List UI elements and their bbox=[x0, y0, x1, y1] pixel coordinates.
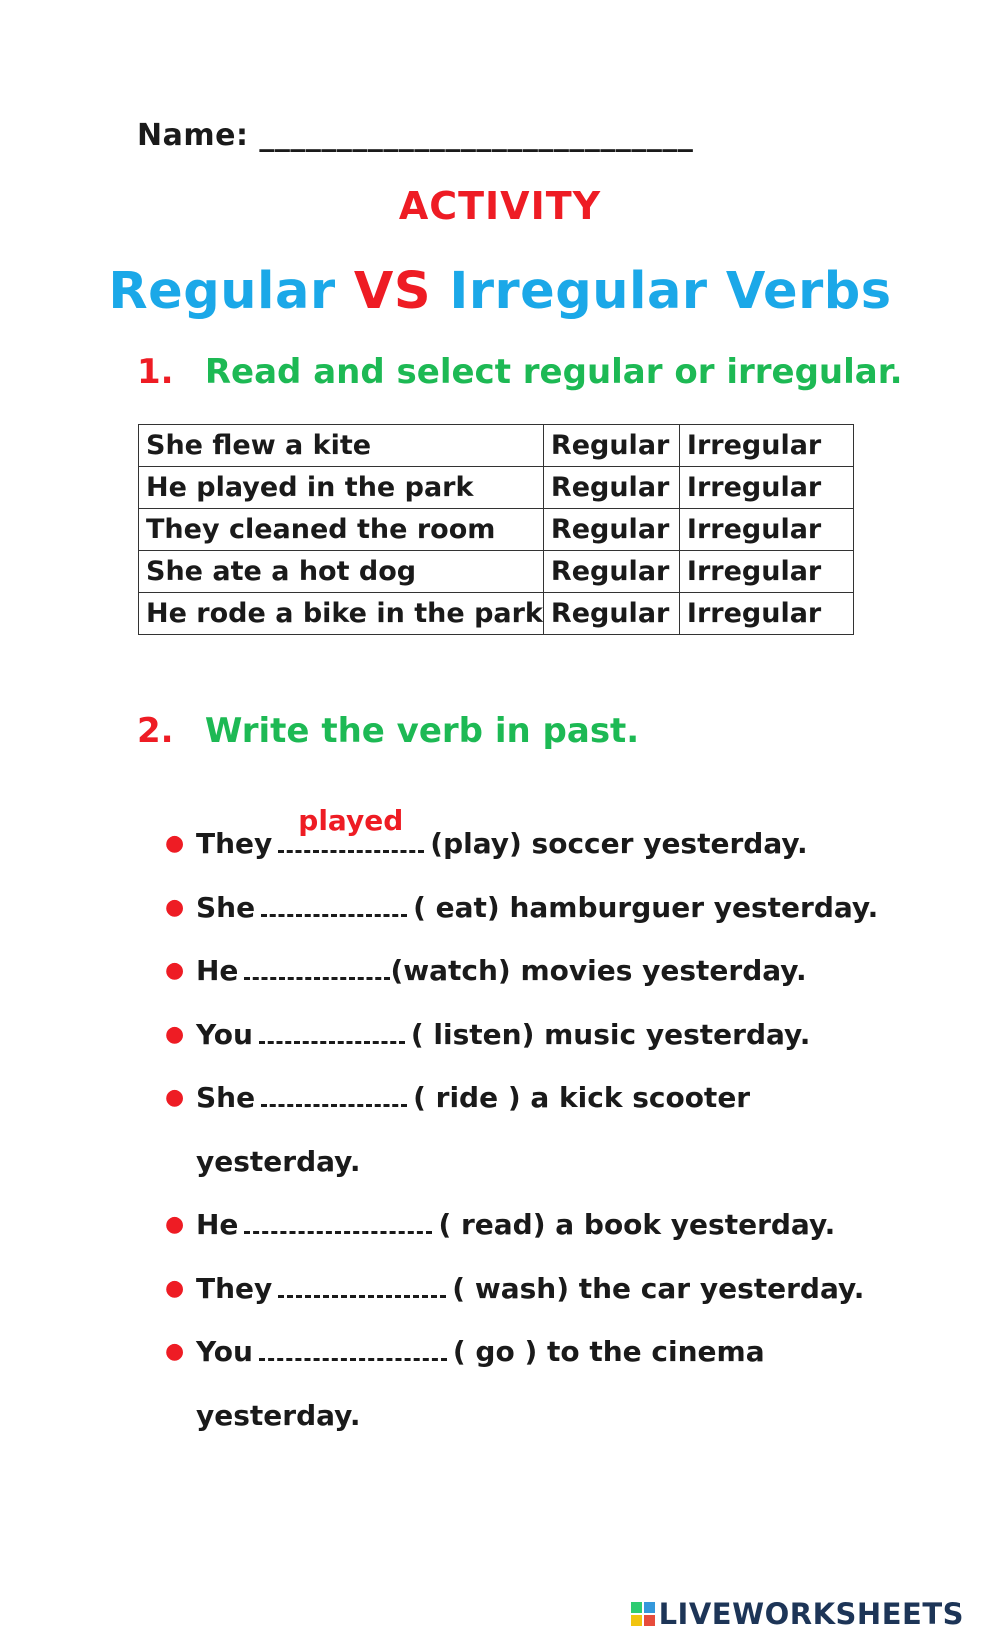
sentence-rest: ( ride ) a kick scooter bbox=[413, 1081, 751, 1114]
logo-square bbox=[644, 1602, 655, 1613]
bullet-icon: ● bbox=[165, 1212, 185, 1237]
answer-blank[interactable] bbox=[259, 1340, 447, 1361]
list-item bbox=[165, 1066, 878, 1130]
name-input-line[interactable]: ____________________________ bbox=[259, 118, 694, 153]
bullet-icon: ● bbox=[165, 1085, 185, 1110]
option-irregular[interactable]: Irregular bbox=[679, 509, 853, 551]
section2-heading bbox=[137, 711, 639, 751]
sentence-subject: He bbox=[196, 1208, 239, 1241]
option-regular[interactable]: Regular bbox=[543, 425, 679, 467]
name-label: Name: bbox=[137, 118, 249, 153]
option-regular[interactable]: Regular bbox=[543, 551, 679, 593]
section1-instruction: Read and select regular or irregular. bbox=[204, 352, 903, 392]
sentence-subject: She bbox=[196, 1081, 256, 1114]
answer-blank[interactable] bbox=[278, 804, 424, 853]
sentence-rest: ( go ) to the cinema bbox=[452, 1335, 765, 1368]
sentence-subject: She bbox=[196, 890, 256, 924]
activity-label: ACTIVITY bbox=[398, 184, 602, 228]
bullet-icon: ● bbox=[165, 831, 185, 856]
bullet-icon: ● bbox=[165, 1339, 185, 1364]
sentence-rest: ( read) a book yesterday. bbox=[438, 1208, 836, 1241]
liveworksheets-brand bbox=[631, 1597, 964, 1631]
list-item bbox=[165, 1320, 878, 1384]
sentence-cell: They cleaned the room bbox=[139, 509, 544, 551]
answer-blank[interactable] bbox=[259, 1023, 405, 1044]
section1-heading bbox=[137, 352, 903, 392]
bullet-icon: ● bbox=[165, 894, 185, 920]
title-vs: VS bbox=[353, 262, 432, 321]
sentence-rest: ( listen) music yesterday. bbox=[410, 1017, 811, 1051]
list-item bbox=[165, 876, 878, 940]
bullet-icon: ● bbox=[165, 958, 185, 983]
sentence-rest: ( eat) hamburguer yesterday. bbox=[413, 890, 879, 924]
list-item bbox=[165, 1193, 878, 1257]
answer-blank[interactable] bbox=[261, 1086, 407, 1107]
sentence-subject: He bbox=[196, 954, 239, 987]
list-item bbox=[165, 1003, 878, 1067]
bullet-icon: ● bbox=[165, 1021, 185, 1047]
regular-irregular-table bbox=[138, 424, 854, 635]
title-irregular-verbs: Irregular Verbs bbox=[449, 262, 892, 321]
sentence-cell: He played in the park bbox=[139, 467, 544, 509]
sentence-subject: They bbox=[196, 1271, 273, 1305]
answer-blank[interactable] bbox=[244, 1213, 432, 1234]
brand-text: LIVEWORKSHEETS bbox=[658, 1597, 964, 1631]
table-row bbox=[139, 467, 854, 509]
sentence-cell: He rode a bike in the park bbox=[139, 593, 544, 635]
option-irregular[interactable]: Irregular bbox=[679, 551, 853, 593]
table-row bbox=[139, 425, 854, 467]
sentence-subject: You bbox=[196, 1335, 253, 1368]
section1-number: 1. bbox=[137, 352, 174, 392]
option-regular[interactable]: Regular bbox=[543, 509, 679, 551]
table-row bbox=[139, 551, 854, 593]
option-regular[interactable]: Regular bbox=[543, 593, 679, 635]
table-row bbox=[139, 593, 854, 635]
sentence-rest: ( wash) the car yesterday. bbox=[452, 1271, 865, 1305]
option-regular[interactable]: Regular bbox=[543, 467, 679, 509]
list-item-continuation: yesterday. bbox=[196, 1398, 361, 1432]
option-irregular[interactable]: Irregular bbox=[679, 467, 853, 509]
bullet-icon: ● bbox=[165, 1275, 185, 1301]
sentence-rest: (watch) movies yesterday. bbox=[390, 954, 807, 987]
answer-blank[interactable] bbox=[244, 959, 390, 980]
logo-square bbox=[631, 1602, 642, 1613]
name-row bbox=[137, 118, 693, 153]
answer-blank[interactable] bbox=[278, 1277, 446, 1298]
past-tense-list bbox=[165, 804, 879, 1447]
sentence-cell: She flew a kite bbox=[139, 425, 544, 467]
logo-square bbox=[631, 1615, 642, 1626]
list-item bbox=[165, 939, 878, 1003]
option-irregular[interactable]: Irregular bbox=[679, 593, 853, 635]
sentence-subject: You bbox=[196, 1017, 253, 1051]
option-irregular[interactable]: Irregular bbox=[679, 425, 853, 467]
answer-text: played bbox=[298, 804, 404, 837]
answer-blank[interactable] bbox=[261, 896, 407, 917]
list-item bbox=[165, 1257, 878, 1321]
title-regular: Regular bbox=[108, 262, 336, 321]
section2-number: 2. bbox=[137, 711, 174, 751]
table-row bbox=[139, 509, 854, 551]
liveworksheets-logo-icon bbox=[631, 1602, 655, 1626]
sentence-subject: They bbox=[196, 827, 273, 860]
section2-instruction: Write the verb in past. bbox=[204, 711, 640, 751]
page-title bbox=[0, 262, 1000, 321]
logo-square bbox=[644, 1615, 655, 1626]
list-item bbox=[165, 804, 878, 876]
sentence-rest: (play) soccer yesterday. bbox=[430, 827, 808, 860]
sentence-cell: She ate a hot dog bbox=[139, 551, 544, 593]
list-item-continuation: yesterday. bbox=[196, 1144, 361, 1178]
